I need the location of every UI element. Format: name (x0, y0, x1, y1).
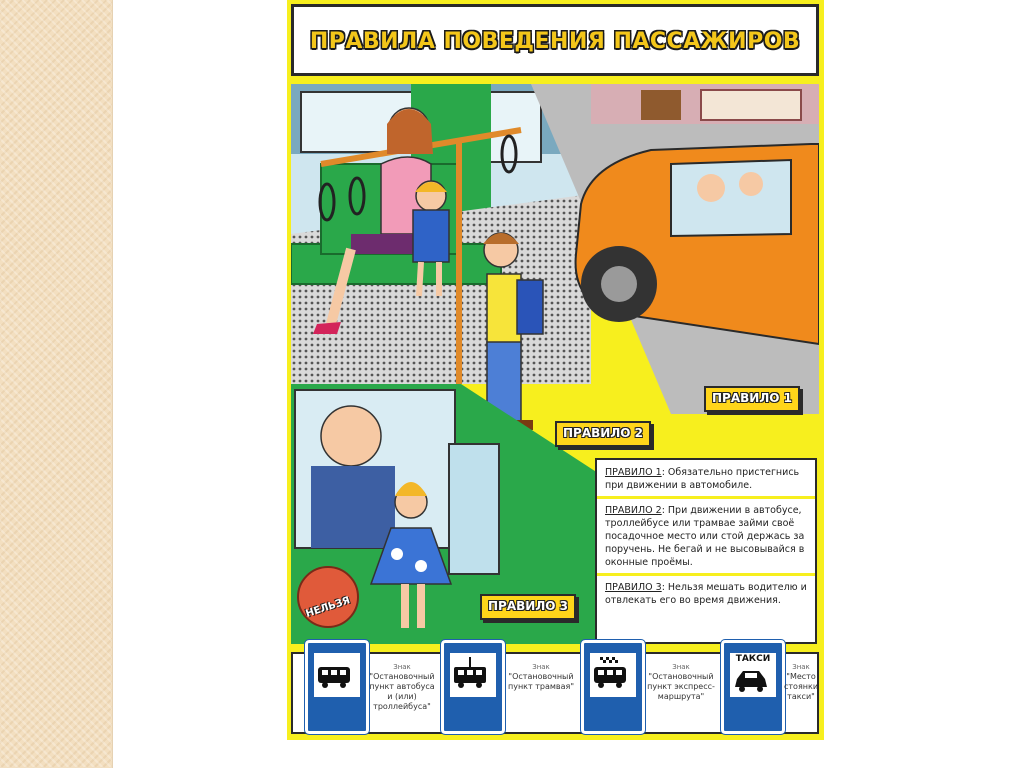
poster-title: ПРАВИЛА ПОВЕДЕНИЯ ПАССАЖИРОВ (309, 29, 801, 54)
sign-taxi (721, 640, 785, 734)
rule-1-text: ПРАВИЛО 1: Обязательно пристегнись при движении в автомобиле. (605, 467, 800, 491)
sign-bus-stop-caption: Знак "Остановочный пункт автобуса и (или) троллейбуса" (369, 663, 435, 711)
nelzya-badge (297, 566, 359, 628)
sign-bus-stop (305, 640, 369, 734)
road-signs-strip (291, 652, 819, 734)
rule-2-label: ПРАВИЛО 2 (555, 421, 651, 447)
rule-divider (597, 573, 815, 576)
taxi-sign-header: ТАКСИ (735, 654, 771, 664)
sign-express-stop (581, 640, 645, 734)
taxi-icon (731, 665, 771, 695)
sign-taxi-caption: Знак "Место стоянки такси" (783, 663, 819, 701)
nelzya-text: НЕЛЬЗЯ (304, 595, 352, 620)
decorative-side-panel (0, 0, 113, 768)
sign-tram-stop (441, 640, 505, 734)
rule-divider (597, 496, 815, 499)
tram-icon (450, 653, 490, 693)
poster-title-box (291, 4, 819, 76)
rule-3-label: ПРАВИЛО 3 (480, 594, 576, 620)
rule-2-text: ПРАВИЛО 2: При движении в автобусе, троллейбусе или трамвае займи своё посадочное место или стой держась за поручень. Не бегай и не высовывайся в оконные проёмы. (605, 505, 805, 568)
sign-express-stop-caption: Знак "Остановочный пункт экспресс-маршрута" (647, 663, 715, 701)
rule-1-label: ПРАВИЛО 1 (704, 386, 800, 412)
rule-3-text: ПРАВИЛО 3: Нельзя мешать водителю и отвлекать его во время движения. (605, 582, 807, 606)
rules-text-box (595, 458, 817, 644)
sign-tram-stop-caption: Знак "Остановочный пункт трамвая" (507, 663, 574, 691)
express-bus-icon (590, 653, 630, 693)
bus-icon (314, 653, 354, 693)
